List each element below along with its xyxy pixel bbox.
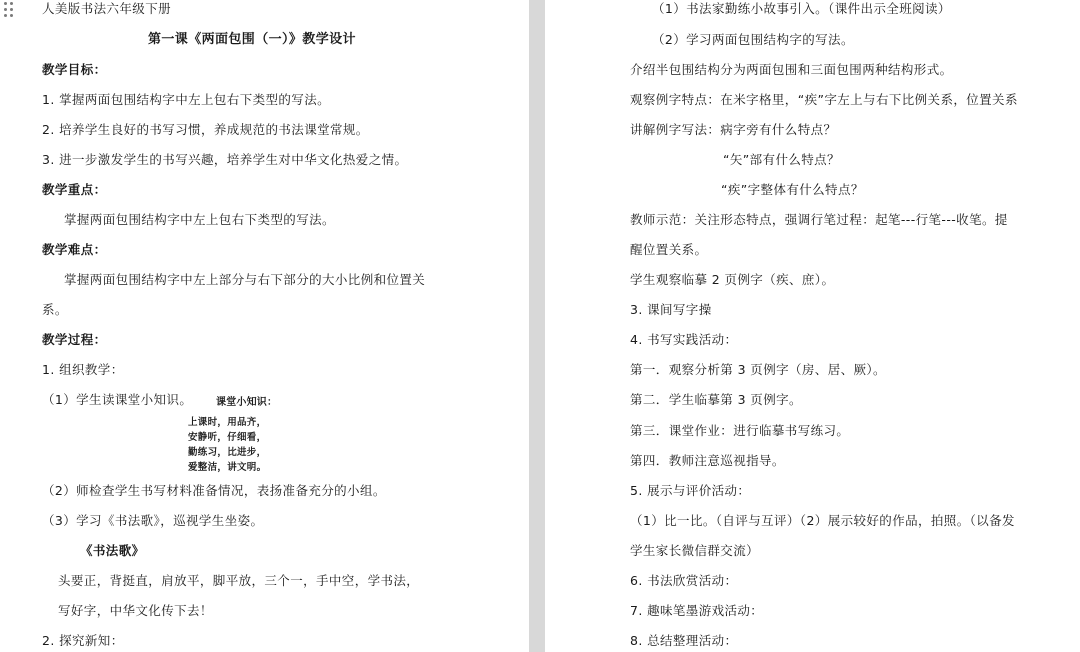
right-line: “疾”字整体有什么特点？ (721, 182, 864, 197)
right-line: 介绍半包围结构分为两面包围和三面包围两种结构形式。 (630, 62, 953, 77)
page-title: 第一课《两面包围（一）》教学设计 (148, 32, 356, 47)
right-line: 3. 课间写字操 (630, 302, 712, 317)
document-page-right (545, 0, 1080, 652)
step-1: 1. 组织教学： (42, 362, 124, 377)
knowledge-line: 勤练习，比进步， (188, 447, 267, 458)
right-line: 第三．课堂作业：进行临摹书写练习。 (630, 423, 850, 438)
objectives-heading: 教学目标： (42, 62, 107, 77)
document-header: 人美版书法六年级下册 (42, 1, 172, 16)
right-line: 观察例字特点：在米字格里，“疾”字左上与右下比例关系，位置关系 (630, 92, 1018, 107)
knowledge-line: 爱整洁，讲文明。 (188, 462, 267, 473)
knowledge-line: 上课时，用品齐， (188, 417, 267, 428)
song-line-1: 头要正，背挺直，肩放平，脚平放，三个一，手中空，学书法， (58, 573, 420, 588)
difficulties-text-cont: 系。 (42, 302, 68, 317)
right-line: （2）学习两面包围结构字的写法。 (652, 32, 854, 47)
document-page-left (0, 0, 529, 652)
difficulties-text: 掌握两面包围结构字中左上部分与右下部分的大小比例和位置关 (64, 272, 426, 287)
page-gap (529, 0, 545, 652)
step-1a: （1）学生读课堂小知识。 (42, 392, 193, 407)
right-line: 7. 趣味笔墨游戏活动： (630, 603, 764, 618)
right-line: 5. 展示与评价活动： (630, 483, 751, 498)
right-line: （1）书法家勤练小故事引入。（课件出示全班阅读） (652, 1, 951, 16)
right-line: 第一．观察分析第 3 页例字（房、居、厥）。 (630, 362, 886, 377)
process-heading: 教学过程： (42, 332, 107, 347)
key-points-text: 掌握两面包围结构字中左上包右下类型的写法。 (64, 212, 335, 227)
right-line: 讲解例字写法：病字旁有什么特点？ (630, 122, 837, 137)
objective-1: 1. 掌握两面包围结构字中左上包右下类型的写法。 (42, 92, 331, 107)
key-points-heading: 教学重点： (42, 182, 107, 197)
right-line: （1）比一比。（自评与互评）（2）展示较好的作品，拍照。（以备发 (630, 513, 1015, 528)
knowledge-title: 课堂小知识： (216, 397, 278, 408)
song-line-2: 写好字，中华文化传下去！ (58, 603, 213, 618)
right-line: 4. 书写实践活动： (630, 332, 738, 347)
right-line: 学生观察临摹 2 页例字（疾、庶）。 (630, 272, 835, 287)
objective-3: 3. 进一步激发学生的书写兴趣，培养学生对中华文化热爱之情。 (42, 152, 408, 167)
right-line: 第四．教师注意巡视指导。 (630, 453, 785, 468)
right-line: 8. 总结整理活动： (630, 633, 738, 648)
right-line: 6. 书法欣赏活动： (630, 573, 738, 588)
difficulties-heading: 教学难点： (42, 242, 107, 257)
right-line: “矢”部有什么特点？ (723, 152, 840, 167)
step-2: 2. 探究新知： (42, 633, 124, 648)
step-1b: （2）师检查学生书写材料准备情况，表扬准备充分的小组。 (42, 483, 386, 498)
objective-2: 2. 培养学生良好的书写习惯，养成规范的书法课堂常规。 (42, 122, 369, 137)
song-title: 《书法歌》 (80, 543, 145, 558)
drag-handle-icon[interactable] (4, 2, 14, 18)
right-line: 醒位置关系。 (630, 242, 708, 257)
right-line: 第二．学生临摹第 3 页例字。 (630, 392, 802, 407)
step-1c: （3）学习《书法歌》，巡视学生坐姿。 (42, 513, 264, 528)
right-line: 学生家长微信群交流） (630, 543, 760, 558)
knowledge-line: 安静听，仔细看， (188, 432, 267, 443)
right-line: 教师示范：关注形态特点，强调行笔过程：起笔---行笔---收笔。提 (630, 212, 1008, 227)
